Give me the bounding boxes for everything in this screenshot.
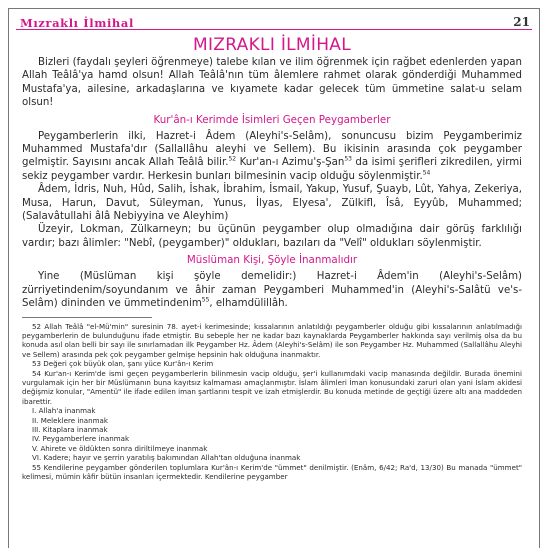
iman-conditions-list: [22, 406, 522, 462]
disputed-prophets-paragraph: Üzeyir, Lokman, Zülkarneyn; bu üçünün peygamber olup olmadığına dair görüş farklılığı vardır; bazı âlimler: "Nebî, (peygamber)" oldukları, bazıları da "Velî" oldukları söylenmiştir.: [22, 224, 522, 249]
page-content: [22, 34, 522, 481]
section-heading-belief: Müslüman Kişi, Şöyle İnanmalıdır: [186, 254, 358, 267]
list-item: V. Ahirete ve öldükten sonra diriltilmeye inanmak: [32, 443, 208, 453]
section-heading-prophets: Kur'ân-ı Kerimde İsimleri Geçen Peygamberler: [153, 113, 391, 126]
list-item: I. Allah'a inanmak: [32, 406, 96, 416]
belief-paragraph: [22, 270, 522, 310]
list-item: III. Kitaplara inanmak: [32, 424, 108, 434]
page-header: [14, 10, 534, 34]
prophets-text-b: Kur'an-ı Azimu'ş-Şan: [236, 157, 345, 169]
list-item: II. Meleklere inanmak: [32, 415, 109, 425]
footnote-ref-53[interactable]: 53: [344, 156, 352, 164]
belief-text-b: , elhamdülillâh.: [209, 298, 288, 310]
running-title: Mızraklı İlmihal: [20, 16, 134, 30]
prophets-paragraph: [22, 130, 522, 184]
footnote-55: 55 Kendilerine peygamber gönderilen toplumlara Kur'ân-ı Kerim'de "ümmet" denilmiştir. (Enâm, 6/42; Ra'd, 13/30) Bu manada "ümmet" kelimesi, mümin kâfir bütün insanları içermektedir. Kendilerine peygamber: [22, 462, 522, 481]
footnote-54: 54 Kur'an-ı Kerim'de ismi geçen peygamberlerin bilinmesin vacip olduğu, şer'i kullanımdaki vacip manasında değildir. Burada önemini vurgulamak için her bir Müslümanın buna kayıtsız kalmaması amaçlanmıştır. İslam âlimleri İman konusundaki zaruri olan yani İslam akidesi değişmiz konular, "Amentü" ile ifade edilen iman şartlarını tespit ve izah etmişlerdir. Bu konuda metinde de geçtiği üzere altı ana maddeden ibarettir.: [22, 368, 522, 406]
intro-paragraph: Bizleri (faydalı şeyleri öğrenmeye) talebe kılan ve ilim öğrenmek için rağbet edenlerden yapan Allah Teâlâ'ya hamd olsun! Allah Teâlâ'nın tüm âlemlere rahmet olarak gönderdiği Muhammed Mustafa'ya, ailesine, arkadaşlarına ve kıyamete kadar gelecek tüm ümmetine salat-u selam olsun!: [22, 57, 522, 109]
list-item: IV. Peygamberlere inanmak: [32, 434, 130, 444]
main-title: MIZRAKLI İLMİHAL: [193, 35, 351, 55]
footnote-ref-55[interactable]: 55: [201, 296, 210, 304]
prophets-text-c: da isimi şerifleri zikredilen, yirmi sekiz peygamber vardır. Herkesin bunları bilmesinin vacip olduğu söylenmiştir.: [22, 157, 522, 182]
prophets-list-paragraph: Âdem, İdris, Nuh, Hûd, Salih, İshak, İbrahim, İsmail, Yakup, Yusuf, Şuayb, Lût, Yahya, Zekeriya, Musa, Harun, Davut, Süleyman, Yunus, İlyas, Elyesa', Zülkifl, Îsâ, Eyyûb, Muhammed; (Salavâtullahi âlâ Nebiyyina ve Aleyhim): [22, 184, 522, 223]
footnote-ref-54[interactable]: 54: [422, 169, 431, 177]
page-number: 21: [513, 15, 530, 29]
belief-text-a: Yine (Müslüman kişi şöyle demelidir:) Hazret-i Âdem'in (Aleyhi's-Selâm) zürriyetindenim/soyundanım ve âhir zaman Peygamberi Muhammed'in (Aleyhi's-Salâtü ve's-Selâm) dininden ve ümmetindenim: [22, 271, 522, 310]
list-item: VI. Kadere; hayır ve şerrin yaratılış bakımından Allah'tan olduğuna inanmak: [32, 453, 301, 463]
footnote-53: 53 Değeri çok büyük olan, şanı yüce Kur'ân-ı Kerim: [32, 359, 214, 369]
footnote-52: 52 Allah Teâlâ "el-Mü'min" suresinin 78. ayet-i kerimesinde; kıssalarının anlatıldığı peygamberler olduğu gibi kıssalarının anlatılmadığı peygamberlerin de bulunduğunu ifade etmiştir. Bu sebeple her ne kadar bazı kaynaklarda Peygamberler hakkında sayı verilmiş olsa da bu konuda asıl olan belli bir sayı ile sınırlamadan ilk Peygamber Hz. Âdem (Aleyhi's-Selâm) ile son Peygamber Hz. Muhammed (Sallallâhu Aleyhi ve Sellem) arasında pek çok peygamber gelmişe hepsinin hak olduğuna inanmaktır.: [22, 321, 522, 359]
header-rule: [16, 29, 532, 30]
footnote-separator: [22, 317, 152, 318]
footnote-ref-52[interactable]: 52: [228, 156, 237, 164]
prophets-text-a: Peygamberlerin ilki, Hazret-i Âdem (Aleyhi's-Selâm), sonuncusu bizim Peygamberimiz Muhammed Mustafa'dır (Sallallâhu aleyhi ve Sellem). Bu ikisinin arasında çok peygamber gelmiştir. Sayısını ancak Allah Teâlâ bilir.: [22, 130, 522, 169]
